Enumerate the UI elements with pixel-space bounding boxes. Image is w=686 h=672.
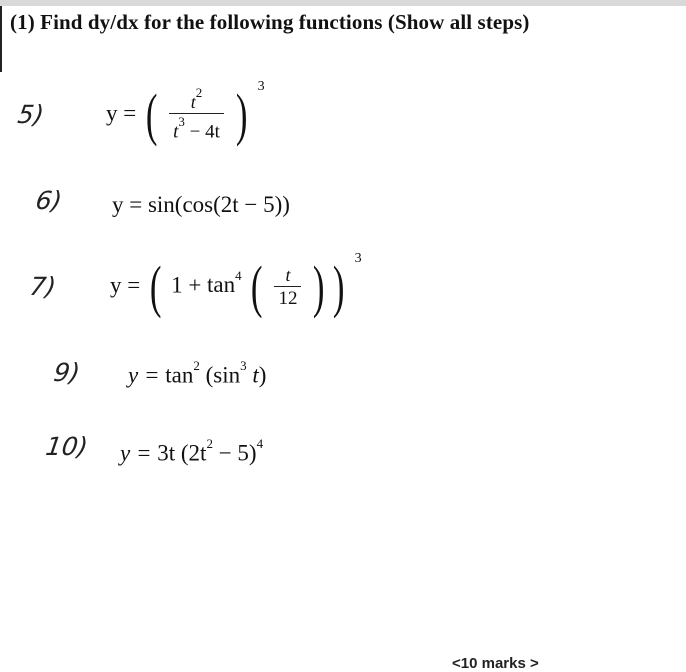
question-title: (1) Find dy/dx for the following functions (Show all steps)	[10, 10, 530, 34]
eq5-fraction	[169, 86, 224, 144]
problem-9-equation: $y = \tan^2 (\sin^3$ t)	[128, 358, 267, 388]
eq7-outer-exponent: 3	[354, 251, 362, 267]
problem-6-label: 6)	[33, 186, 64, 215]
eq5-numerator: $t^2$	[190, 85, 203, 112]
eq7-numerator: t	[285, 264, 291, 285]
eq7-fraction	[274, 264, 301, 311]
problem-7-label: 7)	[27, 272, 58, 301]
eq7-one: 1 +	[171, 272, 202, 298]
eq7-inner-left-paren: (	[251, 254, 263, 319]
problem-5-equation	[106, 79, 265, 148]
eq5-outer-exponent: 3	[257, 79, 265, 95]
eq7-right-paren: )	[332, 254, 345, 319]
eq7-left-paren: (	[149, 254, 162, 319]
problem-9-label: 9)	[51, 358, 82, 387]
eq5-lhs: y =	[106, 100, 137, 126]
problem-10-equation: y = 3t $(2t^2 - 5)^4$	[120, 436, 264, 466]
eq7-lhs: y =	[110, 272, 141, 298]
problem-5-label: 5)	[15, 100, 46, 129]
problem-10-label: 10)	[43, 432, 90, 461]
eq5-denominator: $t^3 - 4t$	[169, 113, 224, 144]
eq7-inner-right-paren: )	[313, 254, 325, 319]
top-strip	[0, 0, 686, 6]
problem-7-equation	[110, 251, 362, 319]
eq7-tan: $\tan^4$	[207, 267, 242, 298]
eq5-right-paren: )	[235, 82, 248, 148]
left-rule	[0, 6, 2, 72]
eq7-denominator: 12	[274, 286, 301, 311]
problem-6-equation: y = sin(cos(2t − 5))	[112, 192, 290, 217]
marks-footer: <10 marks >	[452, 655, 539, 672]
eq5-left-paren: (	[145, 82, 158, 148]
